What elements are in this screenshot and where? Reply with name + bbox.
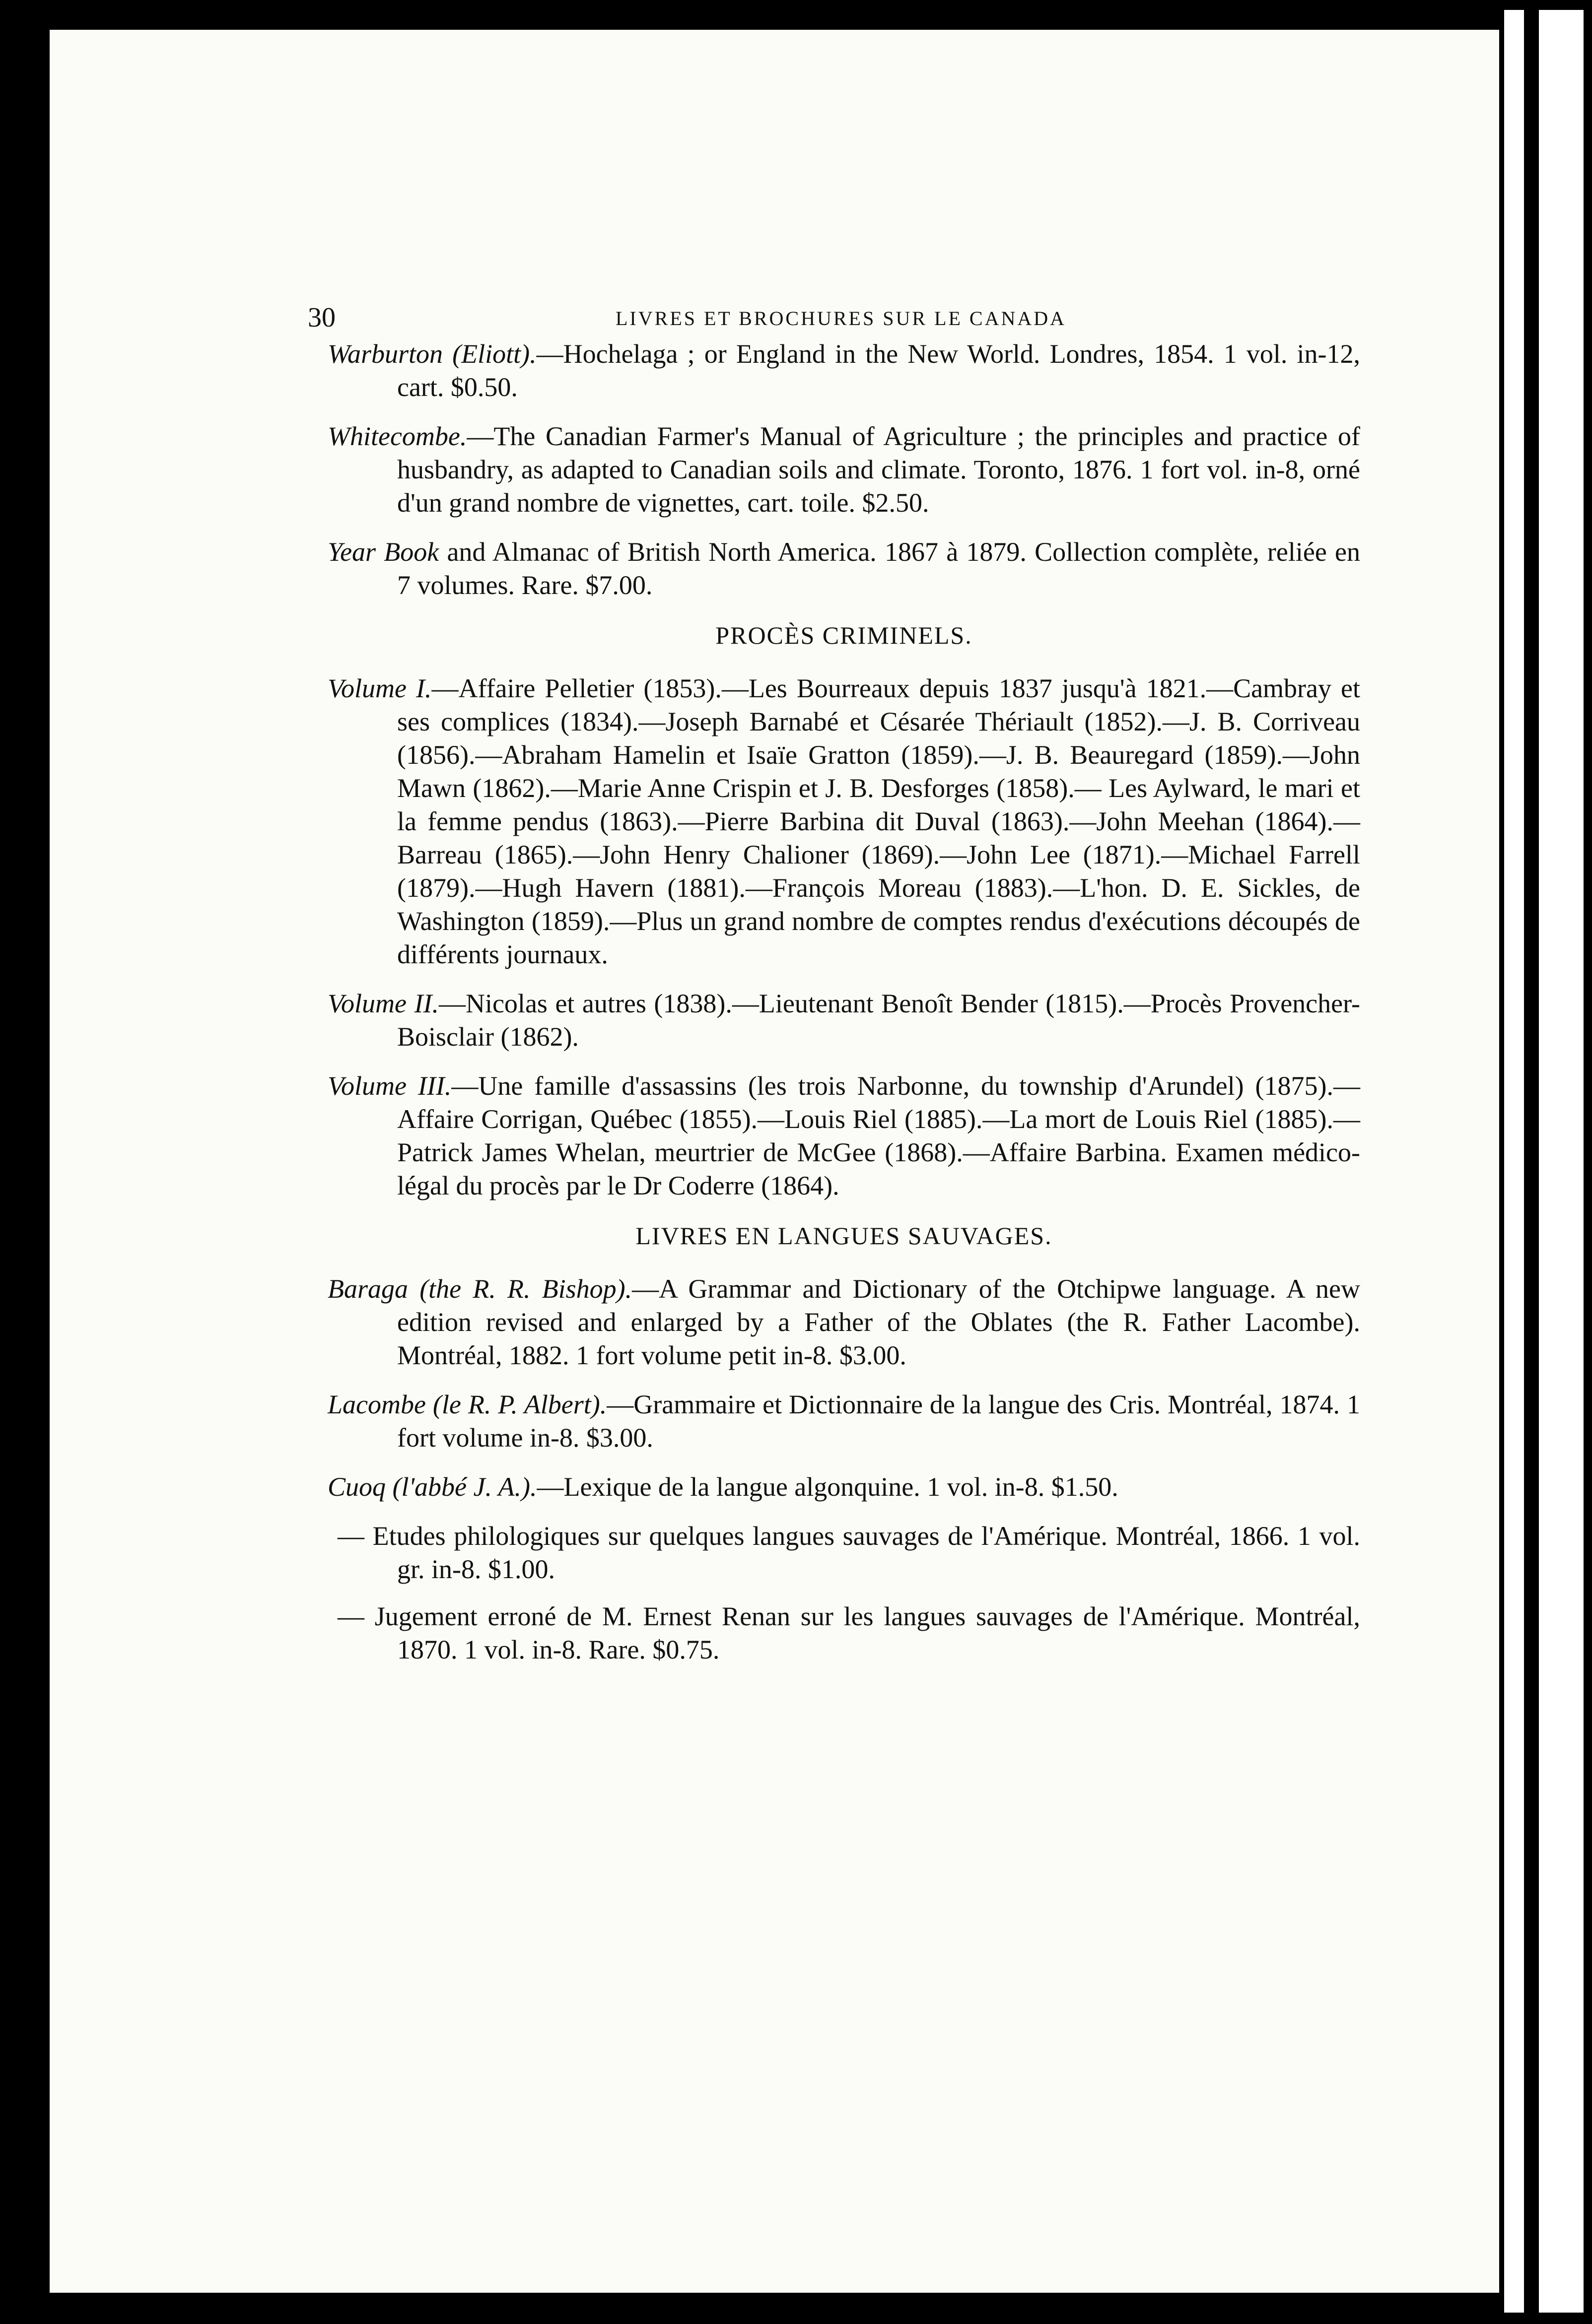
entry-author: Lacombe (le R. P. Albert). bbox=[328, 1390, 607, 1419]
entry-author: Volume III. bbox=[328, 1071, 452, 1101]
bibliography-entry bbox=[328, 672, 1360, 971]
entry-author: Baraga (the R. R. Bishop). bbox=[328, 1274, 632, 1304]
scan-edge bbox=[1504, 10, 1584, 2313]
entry-text: —Une famille d'assassins (les trois Narbonne, du township d'Arundel) (1875).—Affaire Corrigan, Québec (1855).—Louis Riel (1885).—La mort de Louis Riel (1885).—Patrick James Whelan, meurtrier de McGee (1868).—Affaire Barbina. Examen médico-légal du procès par le Dr Coderre (1864). bbox=[397, 1071, 1360, 1200]
entry-author: Year Book bbox=[328, 537, 439, 567]
page-header bbox=[308, 302, 1400, 332]
bibliography-entry bbox=[328, 1470, 1360, 1504]
entry-author: Volume II. bbox=[328, 989, 439, 1018]
section-heading: PROCÈS CRIMINELS. bbox=[715, 621, 972, 649]
entry-text: —The Canadian Farmer's Manual of Agriculture ; the principles and practice of husbandry, as adapted to Canadian soils and climate. Toronto, 1876. 1 fort vol. in-8, orné d'un grand nombre de vignettes, cart. toile. $2.50. bbox=[397, 421, 1360, 518]
bibliography-entry bbox=[328, 535, 1360, 602]
running-title: LIVRES ET BROCHURES SUR LE CANADA bbox=[616, 307, 1066, 330]
entry-author: Volume I. bbox=[328, 673, 432, 703]
bibliography-sub-entry: — Etudes philologiques sur quelques langues sauvages de l'Amérique. Montréal, 1866. 1 vol. gr. in-8. $1.00. bbox=[338, 1521, 1360, 1584]
entry-author: Warburton (Eliott). bbox=[328, 339, 537, 369]
bibliography-entry bbox=[328, 337, 1360, 404]
section-heading: LIVRES EN LANGUES SAUVAGES. bbox=[635, 1222, 1052, 1250]
entry-author: Cuoq (l'abbé J. A.). bbox=[328, 1472, 537, 1502]
entry-author: Whitecombe. bbox=[328, 421, 467, 451]
document-body bbox=[328, 337, 1360, 1680]
bibliography-entry bbox=[328, 987, 1360, 1054]
bibliography-entry bbox=[328, 1272, 1360, 1372]
entry-text: —Lexique de la langue algonquine. 1 vol. in-8. $1.50. bbox=[537, 1472, 1118, 1502]
entry-text: —Affaire Pelletier (1853).—Les Bourreaux depuis 1837 jusqu'à 1821.—Cambray et ses complices (1834).—Joseph Barnabé et Césarée Thériault (1852).—J. B. Corriveau (1856).—Abraham Hamelin et Isaïe Gratton (1859).—J. B. Beauregard (1859).—John Mawn (1862).—Marie Anne Crispin et J. B. Desforges (1858).— Les Aylward, le mari et la femme pendus (1863).—Pierre Barbina dit Duval (1863).—John Meehan (1864).—Barreau (1865).—John Henry Chalioner (1869).—John Lee (1871).—Michael Farrell (1879).—Hugh Havern (1881).—François Moreau (1883).—L'hon. D. E. Sickles, de Washington (1859).—Plus un grand nombre de comptes rendus d'exécutions découpés de différents journaux. bbox=[397, 673, 1361, 969]
entry-text: —Hochelaga ; or England in the New World. Londres, 1854. 1 vol. in-12, cart. $0.50. bbox=[397, 339, 1360, 402]
bibliography-sub-entry: — Jugement erroné de M. Ernest Renan sur les langues sauvages de l'Amérique. Montréal, 1870. 1 vol. in-8. Rare. $0.75. bbox=[338, 1601, 1360, 1664]
entry-text: —Nicolas et autres (1838).—Lieutenant Benoît Bender (1815).—Procès Provencher-Boisclair (1862). bbox=[397, 989, 1360, 1052]
bibliography-entry bbox=[328, 1069, 1360, 1202]
entry-text: and Almanac of British North America. 1867 à 1879. Collection complète, reliée en 7 volumes. Rare. $7.00. bbox=[397, 537, 1361, 600]
page-number: 30 bbox=[308, 302, 336, 333]
bibliography-entry bbox=[328, 1388, 1360, 1455]
entry-text: —A Grammar and Dictionary of the Otchipwe language. A new edition revised and enlarged by a Father of the Oblates (the R. Father Lacombe). Montréal, 1882. 1 fort volume petit in-8. $3.00. bbox=[397, 1274, 1360, 1370]
scan-edge-line bbox=[1524, 10, 1539, 2313]
bibliography-entry bbox=[328, 420, 1360, 520]
entry-text: —Grammaire et Dictionnaire de la langue des Cris. Montréal, 1874. 1 fort volume in-8. $3.00. bbox=[397, 1390, 1360, 1453]
